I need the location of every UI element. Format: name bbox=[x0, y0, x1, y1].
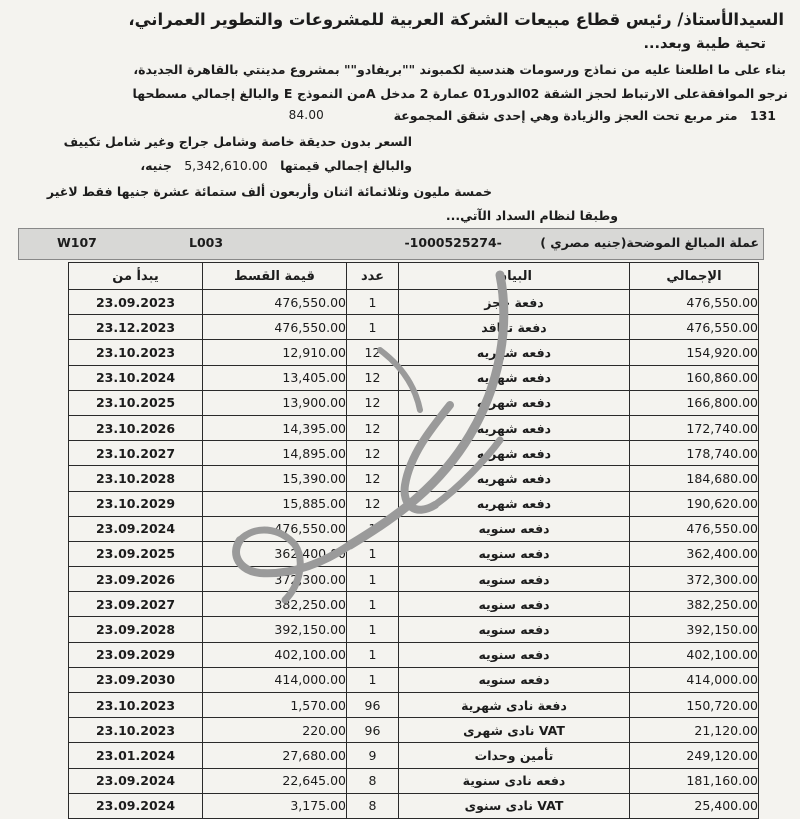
description-cell: دفعه شهريه bbox=[399, 491, 630, 516]
installment-cell: 15,390.00 bbox=[203, 466, 347, 491]
installment-cell: 382,250.00 bbox=[203, 592, 347, 617]
installment-cell: 13,405.00 bbox=[203, 365, 347, 390]
table-header-row bbox=[69, 263, 759, 290]
description-cell: دفعه سنويه bbox=[399, 516, 630, 541]
description-cell: دفعه سنويه bbox=[399, 667, 630, 692]
price-note: السعر بدون حديقة خاصة وشامل جراج وغير شامل تكييف bbox=[63, 134, 412, 149]
start-date-cell: 23.09.2028 bbox=[69, 617, 203, 642]
start-date-cell: 23.10.2023 bbox=[69, 718, 203, 743]
header-count: عدد bbox=[347, 263, 399, 290]
start-date-cell: 23.09.2029 bbox=[69, 642, 203, 667]
installment-cell: 476,550.00 bbox=[203, 516, 347, 541]
greeting-line: تحية طيبة وبعد... bbox=[643, 36, 766, 52]
start-date-cell: 23.09.2027 bbox=[69, 592, 203, 617]
code-w: W107 bbox=[57, 235, 97, 250]
table-row bbox=[69, 541, 759, 566]
installment-cell: 3,175.00 bbox=[203, 793, 347, 818]
table-row bbox=[69, 365, 759, 390]
description-cell: دفعه سنويه bbox=[399, 592, 630, 617]
total-value-line bbox=[140, 158, 412, 173]
count-cell: 1 bbox=[347, 541, 399, 566]
installment-cell: 12,910.00 bbox=[203, 340, 347, 365]
count-cell: 12 bbox=[347, 390, 399, 415]
count-cell: 1 bbox=[347, 567, 399, 592]
installment-cell: 220.00 bbox=[203, 718, 347, 743]
total-cell: 402,100.00 bbox=[630, 642, 759, 667]
count-cell: 12 bbox=[347, 441, 399, 466]
start-date-cell: 23.10.2027 bbox=[69, 441, 203, 466]
installment-cell: 372,300.00 bbox=[203, 567, 347, 592]
count-cell: 1 bbox=[347, 592, 399, 617]
count-cell: 1 bbox=[347, 667, 399, 692]
description-cell: دفعه شهريه bbox=[399, 390, 630, 415]
intro-paragraph: بناء على ما اطلعنا عليه من نماذج ورسومات هندسية لكمبوند ""بريفادو"" بمشروع مدينتي بالقاهرة الجديدة، bbox=[133, 62, 786, 77]
count-cell: 8 bbox=[347, 768, 399, 793]
start-date-cell: 23.09.2026 bbox=[69, 567, 203, 592]
reference-number: -1000525274- bbox=[404, 235, 502, 250]
table-row bbox=[69, 390, 759, 415]
description-cell: تأمين وحدات bbox=[399, 743, 630, 768]
header-installment: قيمة القسط bbox=[203, 263, 347, 290]
description-cell: دفعة تعاقد bbox=[399, 315, 630, 340]
count-cell: 1 bbox=[347, 516, 399, 541]
count-cell: 12 bbox=[347, 415, 399, 440]
count-cell: 12 bbox=[347, 491, 399, 516]
start-date-cell: 23.09.2030 bbox=[69, 667, 203, 692]
total-cell: 166,800.00 bbox=[630, 390, 759, 415]
installment-cell: 414,000.00 bbox=[203, 667, 347, 692]
installment-cell: 13,900.00 bbox=[203, 390, 347, 415]
installment-cell: 27,680.00 bbox=[203, 743, 347, 768]
start-date-cell: 23.09.2024 bbox=[69, 516, 203, 541]
start-date-cell: 23.01.2024 bbox=[69, 743, 203, 768]
count-cell: 96 bbox=[347, 718, 399, 743]
description-cell: دفعه نادى سنوية bbox=[399, 768, 630, 793]
installment-cell: 476,550.00 bbox=[203, 290, 347, 315]
count-cell: 96 bbox=[347, 693, 399, 718]
table-row bbox=[69, 718, 759, 743]
installment-cell: 362,400.00 bbox=[203, 541, 347, 566]
header-description: البيان bbox=[399, 263, 630, 290]
table-row bbox=[69, 567, 759, 592]
count-cell: 1 bbox=[347, 290, 399, 315]
currency-text: عملة المبالغ الموضحة(جنيه مصري ) bbox=[540, 235, 759, 250]
total-cell: 249,120.00 bbox=[630, 743, 759, 768]
total-cell: 362,400.00 bbox=[630, 541, 759, 566]
header-total: الإجمالي bbox=[630, 263, 759, 290]
total-cell: 476,550.00 bbox=[630, 315, 759, 340]
count-cell: 1 bbox=[347, 617, 399, 642]
total-value-label: والبالغ إجمالي قيمتها bbox=[280, 158, 412, 173]
count-cell: 8 bbox=[347, 793, 399, 818]
start-date-cell: 23.09.2023 bbox=[69, 290, 203, 315]
description-cell: دفعه شهريه bbox=[399, 441, 630, 466]
total-cell: 160,860.00 bbox=[630, 365, 759, 390]
area-value: 84.00 bbox=[288, 108, 324, 122]
table-row bbox=[69, 466, 759, 491]
table-row bbox=[69, 642, 759, 667]
total-cell: 184,680.00 bbox=[630, 466, 759, 491]
description-cell: دفعه سنويه bbox=[399, 642, 630, 667]
payment-system-line: وطبقا لنظام السداد الآتي... bbox=[445, 208, 618, 223]
installment-cell: 14,395.00 bbox=[203, 415, 347, 440]
description-cell: دفعة نادى شهرية bbox=[399, 693, 630, 718]
start-date-cell: 23.09.2025 bbox=[69, 541, 203, 566]
total-cell: 392,150.00 bbox=[630, 617, 759, 642]
group-number: 131 bbox=[749, 108, 776, 123]
start-date-cell: 23.09.2024 bbox=[69, 768, 203, 793]
count-cell: 1 bbox=[347, 642, 399, 667]
total-cell: 190,620.00 bbox=[630, 491, 759, 516]
installment-cell: 476,550.00 bbox=[203, 315, 347, 340]
count-cell: 12 bbox=[347, 340, 399, 365]
description-cell: VAT نادى سنوى bbox=[399, 793, 630, 818]
table-body bbox=[69, 290, 759, 819]
description-cell: VAT نادى شهرى bbox=[399, 718, 630, 743]
count-cell: 1 bbox=[347, 315, 399, 340]
total-cell: 414,000.00 bbox=[630, 667, 759, 692]
total-in-words: خمسة مليون وثلاثمائة اثنان وأربعون ألف ستمائة عشرة جنيها فقط لاغير bbox=[46, 184, 492, 199]
addressee-line: السيدالأستاذ/ رئيس قطاع مبيعات الشركة العربية للمشروعات والتطوير العمراني، bbox=[128, 10, 784, 29]
total-cell: 476,550.00 bbox=[630, 290, 759, 315]
table-row bbox=[69, 516, 759, 541]
installment-cell: 402,100.00 bbox=[203, 642, 347, 667]
description-cell: دفعة حجز bbox=[399, 290, 630, 315]
start-date-cell: 23.10.2023 bbox=[69, 693, 203, 718]
count-cell: 12 bbox=[347, 466, 399, 491]
total-cell: 372,300.00 bbox=[630, 567, 759, 592]
table-row bbox=[69, 768, 759, 793]
total-cell: 154,920.00 bbox=[630, 340, 759, 365]
currency-label bbox=[404, 235, 759, 250]
count-cell: 9 bbox=[347, 743, 399, 768]
description-cell: دفعه شهريه bbox=[399, 365, 630, 390]
total-cell: 21,120.00 bbox=[630, 718, 759, 743]
installment-cell: 14,895.00 bbox=[203, 441, 347, 466]
payment-schedule-table bbox=[68, 262, 759, 819]
description-cell: دفعه سنويه bbox=[399, 567, 630, 592]
table-row bbox=[69, 693, 759, 718]
description-cell: دفعه شهريه bbox=[399, 415, 630, 440]
table-row bbox=[69, 290, 759, 315]
table-row bbox=[69, 592, 759, 617]
total-cell: 172,740.00 bbox=[630, 415, 759, 440]
installment-cell: 1,570.00 bbox=[203, 693, 347, 718]
table-row bbox=[69, 793, 759, 818]
total-cell: 382,250.00 bbox=[630, 592, 759, 617]
area-description: متر مربع تحت العجز والزيادة وهي إحدى شقق المجموعة bbox=[393, 108, 738, 123]
start-date-cell: 23.10.2024 bbox=[69, 365, 203, 390]
table-row bbox=[69, 340, 759, 365]
start-date-cell: 23.10.2025 bbox=[69, 390, 203, 415]
start-date-cell: 23.12.2023 bbox=[69, 315, 203, 340]
header-start-date: يبدأ من bbox=[69, 263, 203, 290]
code-l: L003 bbox=[189, 235, 224, 250]
installment-cell: 392,150.00 bbox=[203, 617, 347, 642]
description-cell: دفعه شهريه bbox=[399, 466, 630, 491]
total-cell: 476,550.00 bbox=[630, 516, 759, 541]
table-row bbox=[69, 743, 759, 768]
start-date-cell: 23.10.2028 bbox=[69, 466, 203, 491]
installment-cell: 15,885.00 bbox=[203, 491, 347, 516]
table-row bbox=[69, 667, 759, 692]
start-date-cell: 23.10.2029 bbox=[69, 491, 203, 516]
description-cell: دفعه شهريه bbox=[399, 340, 630, 365]
description-cell: دفعه سنويه bbox=[399, 541, 630, 566]
total-cell: 181,160.00 bbox=[630, 768, 759, 793]
table-row bbox=[69, 617, 759, 642]
start-date-cell: 23.10.2026 bbox=[69, 415, 203, 440]
total-cell: 150,720.00 bbox=[630, 693, 759, 718]
table-row bbox=[69, 441, 759, 466]
total-value-amount: 5,342,610.00 bbox=[184, 158, 268, 173]
area-line bbox=[356, 108, 776, 123]
table-row bbox=[69, 491, 759, 516]
start-date-cell: 23.09.2024 bbox=[69, 793, 203, 818]
total-cell: 25,400.00 bbox=[630, 793, 759, 818]
table-row bbox=[69, 315, 759, 340]
installment-cell: 22,645.00 bbox=[203, 768, 347, 793]
reservation-paragraph: نرجو الموافقةعلى الارتباط لحجز الشقة 02الدور01 عمارة 2 مدخل Aمن النموذج E والبالغ إجمالي مسطحها bbox=[132, 86, 788, 101]
table-row bbox=[69, 415, 759, 440]
description-cell: دفعه سنويه bbox=[399, 617, 630, 642]
start-date-cell: 23.10.2023 bbox=[69, 340, 203, 365]
total-value-currency: جنيه، bbox=[140, 158, 172, 173]
total-cell: 178,740.00 bbox=[630, 441, 759, 466]
currency-bar bbox=[18, 228, 764, 260]
count-cell: 12 bbox=[347, 365, 399, 390]
